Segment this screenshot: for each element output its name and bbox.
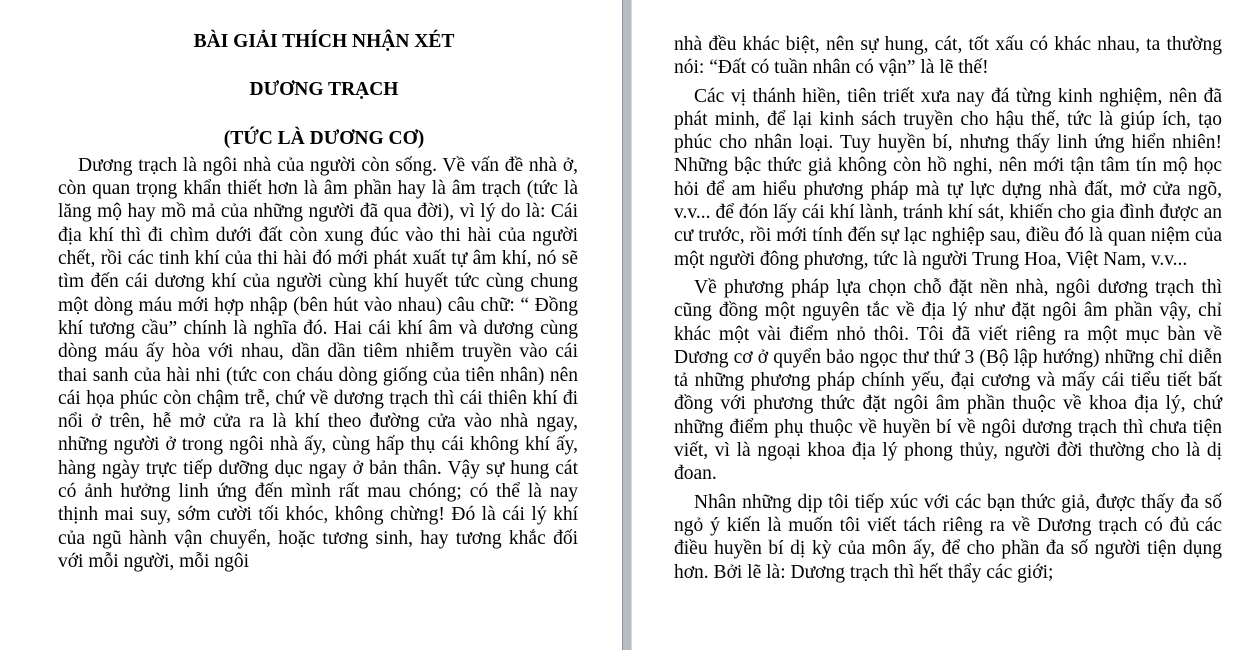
page-gutter-divider [622, 0, 632, 650]
right-page-body [674, 33, 1222, 584]
title-line-2: DƯƠNG TRẠCH [249, 79, 399, 101]
right-paragraph-2: Các vị thánh hiền, tiên triết xưa nay đá từng kinh nghiệm, nên đã phát minh, để lại kinh sách truyền cho hậu thế, tức là giúp ích, tạo phúc cho nhân loại. Tuy huyền bí, nhưng thấy linh ứng hiển nhiên! Những bậc thức giả không còn hồ nghi, nên mới tận tâm tín mộ học hỏi để am hiểu phương pháp mà tự lực dựng nhà đất, mở cửa ngõ, v.v... để đón lấy cái khí lành, tránh khí sát, khiến cho gia đình được an cư trước, rồi mới tính đến sự lạc nghiệp sau, điều đó là quan niệm của một người đông phương, tức là người Trung Hoa, Việt Nam, v.v... [674, 85, 1222, 270]
title-line-1: BÀI GIẢI THÍCH NHẬN XÉT [193, 31, 455, 52]
left-page-body [58, 30, 578, 573]
left-paragraph-1: Dương trạch là ngôi nhà của người còn sống. Về vấn đề nhà ở, còn quan trọng khẩn thiết hơn là âm phần hay là âm trạch (tức là lăng mộ hay mồ mả của những người đã qua đời), vì lý do là: Cái địa khí thì đi chìm dưới đất còn xung đúc vào thi hài của người chết, rồi các tinh khí của thi hài đó mới phát xuất tự âm khí, nó sẽ tìm đến cái dương khí của người cùng khí huyết tức cùng chung một dòng máu mới hợp nhập (bên hút vào nhau) câu chữ: “ Đồng khí tương cầu” chính là nghĩa đó. Hai cái khí âm và dương cùng dòng máu ấy hòa với nhau, dần dần tiêm nhiễm truyền vào cái thai sanh của hài nhi (tức con cháu dòng giống của tiên nhân) nên cái họa phúc còn chậm trễ, chứ về dương trạch thì cái thiên khí đi nổi ở trên, hễ mở cửa ra là khí theo đường cửa vào nhà ngay, những người ở trong ngôi nhà ấy, cùng hấp thụ cái không khí ấy, hàng ngày trực tiếp dưỡng dục ngay ở bản thân. Vậy sự hung cát có ảnh hưởng linh ứng đến mình rất mau chóng; có thể là nay thịnh mai suy, sớm cười tối khóc, không chừng! Đó là cái lý khí của ngũ hành vận chuyển, hoặc tương sinh, hay tương khắc đối với mỗi người, mỗi ngôi [58, 154, 578, 572]
title-line-3: (TỨC LÀ DƯƠNG CƠ) [223, 127, 425, 149]
left-page [0, 0, 622, 650]
right-paragraph-3: Về phương pháp lựa chọn chỗ đặt nền nhà, ngôi dương trạch thì cũng đồng một nguyên tắc về địa lý như đặt ngôi âm phần vậy, chỉ khác một vài điểm nhỏ thôi. Tôi đã viết riêng ra một mục bàn về Dương cơ ở quyển bảo ngọc thư thứ 3 (Bộ lập hướng) những chỉ diễn tả những phương pháp chính yếu, đại cương và mấy cái tiểu tiết bất đồng với phương thức đặt ngôi âm phần thuộc về khoa địa lý, chứ những điểm phụ thuộc về huyền bí về ngôi dương trạch thì chưa tiện viết, vì là ngoại khoa địa lý phong thủy, người đời thường cho là dị đoan. [674, 276, 1222, 485]
right-paragraph-1: nhà đều khác biệt, nên sự hung, cát, tốt xấu có khác nhau, ta thường nói: “Đất có tuần nhân có vận” là lẽ thế! [674, 34, 1222, 79]
right-page [632, 0, 1252, 650]
right-paragraph-4: Nhân những dịp tôi tiếp xúc với các bạn thức giả, được thấy đa số ngỏ ý kiến là muốn tôi viết tách riêng ra về Dương trạch có đủ các điều huyền bí dị kỳ của môn ấy, để cho phần đa số người tiện dụng hơn. Bởi lẽ là: Dương trạch thì hết thẩy các giới; [674, 491, 1222, 583]
